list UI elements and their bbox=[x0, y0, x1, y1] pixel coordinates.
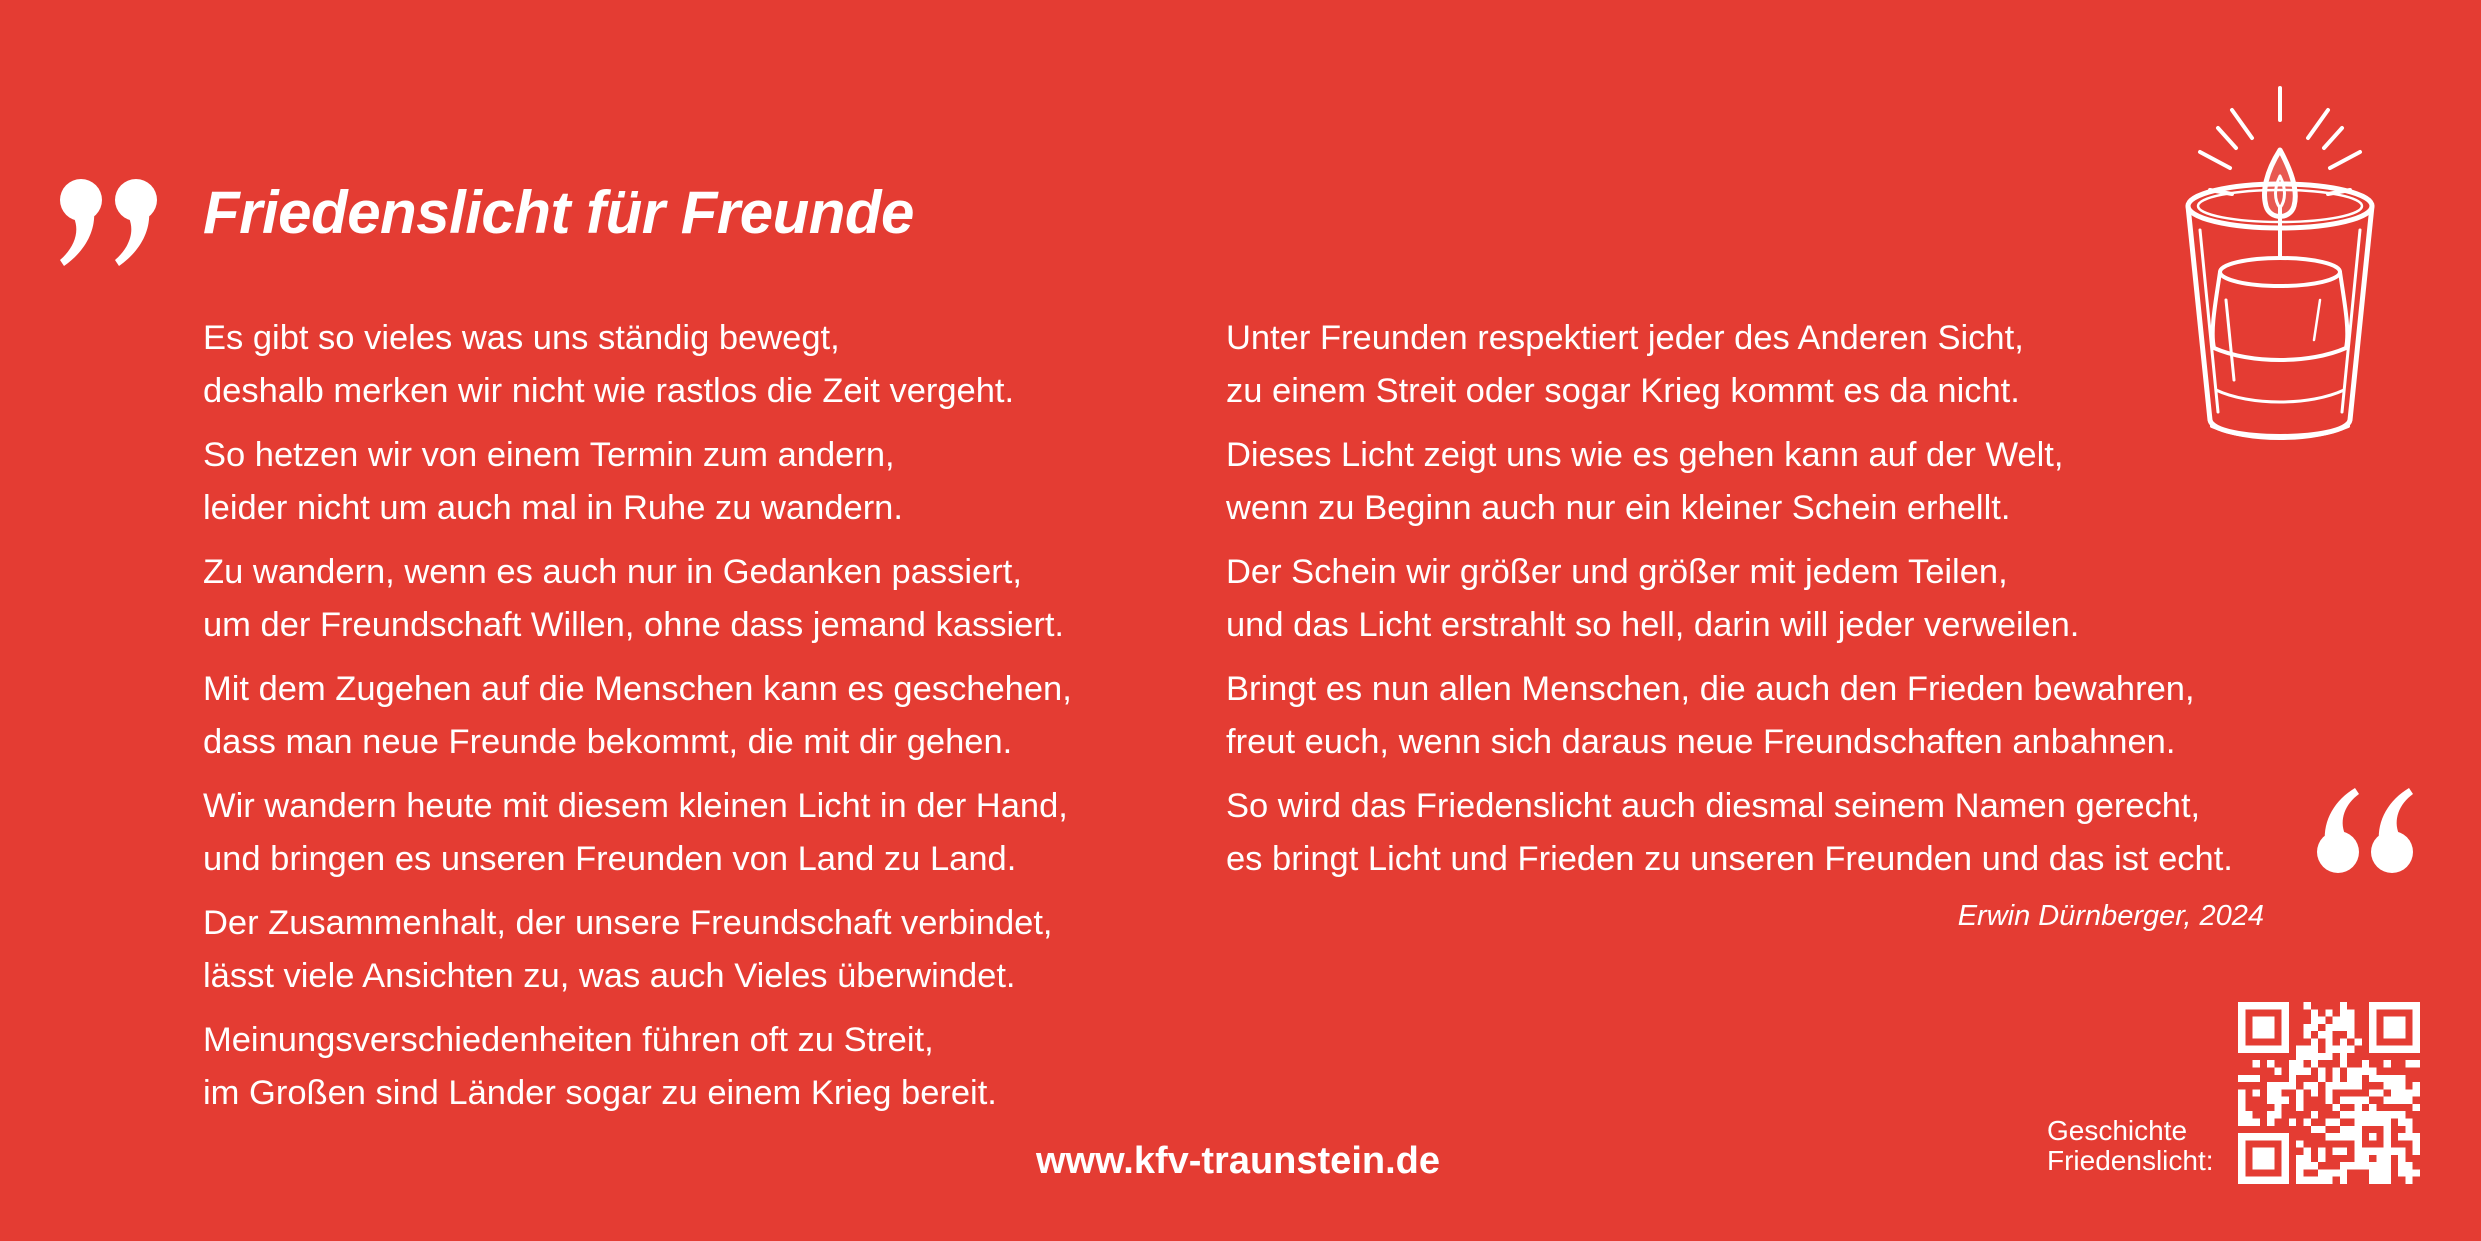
poem-line: freut euch, wenn sich daraus neue Freundschaften anbahnen. bbox=[1226, 723, 2176, 761]
poem-line: So hetzen wir von einem Termin zum andern, bbox=[203, 436, 895, 474]
poem-line: Es gibt so vieles was uns ständig bewegt, bbox=[203, 319, 840, 357]
stanza bbox=[203, 780, 1072, 886]
poem-line: im Großen sind Länder sogar zu einem Krieg bereit. bbox=[203, 1074, 997, 1112]
poem-line: So wird das Friedenslicht auch diesmal seinem Namen gerecht, bbox=[1226, 787, 2201, 825]
closing-quote-icon bbox=[2312, 782, 2416, 886]
poem-line: Meinungsverschiedenheiten führen oft zu Streit, bbox=[203, 1021, 934, 1059]
website-url[interactable]: www.kfv-traunstein.de bbox=[1036, 1140, 1440, 1182]
qr-label bbox=[2047, 1116, 2214, 1176]
poem-line: um der Freundschaft Willen, ohne dass jemand kassiert. bbox=[203, 606, 1064, 644]
poem-line: Zu wandern, wenn es auch nur in Gedanken passiert, bbox=[203, 553, 1022, 591]
stanza bbox=[203, 429, 1072, 535]
stanza bbox=[1226, 780, 2233, 886]
poem-line: Wir wandern heute mit diesem kleinen Licht in der Hand, bbox=[203, 787, 1068, 825]
stanza bbox=[1226, 429, 2233, 535]
poem-line: leider nicht um auch mal in Ruhe zu wandern. bbox=[203, 489, 903, 527]
poem-column-right bbox=[1226, 312, 2233, 897]
poem-line: wenn zu Beginn auch nur ein kleiner Schein erhellt. bbox=[1226, 489, 2011, 527]
poem-line: Unter Freunden respektiert jeder des Anderen Sicht, bbox=[1226, 319, 2024, 357]
stanza bbox=[203, 546, 1072, 652]
poem-author: Erwin Dürnberger, 2024 bbox=[1957, 900, 2264, 932]
stanza bbox=[203, 663, 1072, 769]
poem-line: Mit dem Zugehen auf die Menschen kann es geschehen, bbox=[203, 670, 1072, 708]
poem-line: es bringt Licht und Frieden zu unseren Freunden und das ist echt. bbox=[1226, 840, 2233, 878]
qr-code-icon[interactable] bbox=[2238, 1002, 2420, 1184]
poem-line: lässt viele Ansichten zu, was auch Vieles überwindet. bbox=[203, 957, 1016, 995]
poem-line: Der Schein wir größer und größer mit jedem Teilen, bbox=[1226, 553, 2008, 591]
poem-line: dass man neue Freunde bekommt, die mit dir gehen. bbox=[203, 723, 1013, 761]
poem-line: und das Licht erstrahlt so hell, darin will jeder verweilen. bbox=[1226, 606, 2080, 644]
poem-line: Bringt es nun allen Menschen, die auch den Frieden bewahren, bbox=[1226, 670, 2195, 708]
stanza bbox=[203, 1014, 1072, 1120]
poem-line: zu einem Streit oder sogar Krieg kommt es da nicht. bbox=[1226, 372, 2020, 410]
poem-line: Dieses Licht zeigt uns wie es gehen kann auf der Welt, bbox=[1226, 436, 2064, 474]
stanza bbox=[1226, 546, 2233, 652]
poem-column-left bbox=[203, 312, 1072, 1131]
stanza bbox=[1226, 663, 2233, 769]
qr-label-line: Geschichte bbox=[2047, 1115, 2188, 1146]
qr-label-line: Friedenslicht: bbox=[2047, 1145, 2214, 1176]
stanza bbox=[203, 897, 1072, 1003]
candle-glass-icon bbox=[2170, 80, 2390, 460]
poem-line: und bringen es unseren Freunden von Land zu Land. bbox=[203, 840, 1017, 878]
opening-quote-icon bbox=[56, 170, 166, 280]
stanza bbox=[203, 312, 1072, 418]
poem-line: Der Zusammenhalt, der unsere Freundschaft verbindet, bbox=[203, 904, 1053, 942]
poem-title: Friedenslicht für Freunde bbox=[203, 179, 914, 246]
stanza bbox=[1226, 312, 2233, 418]
poem-line: deshalb merken wir nicht wie rastlos die Zeit vergeht. bbox=[203, 372, 1015, 410]
